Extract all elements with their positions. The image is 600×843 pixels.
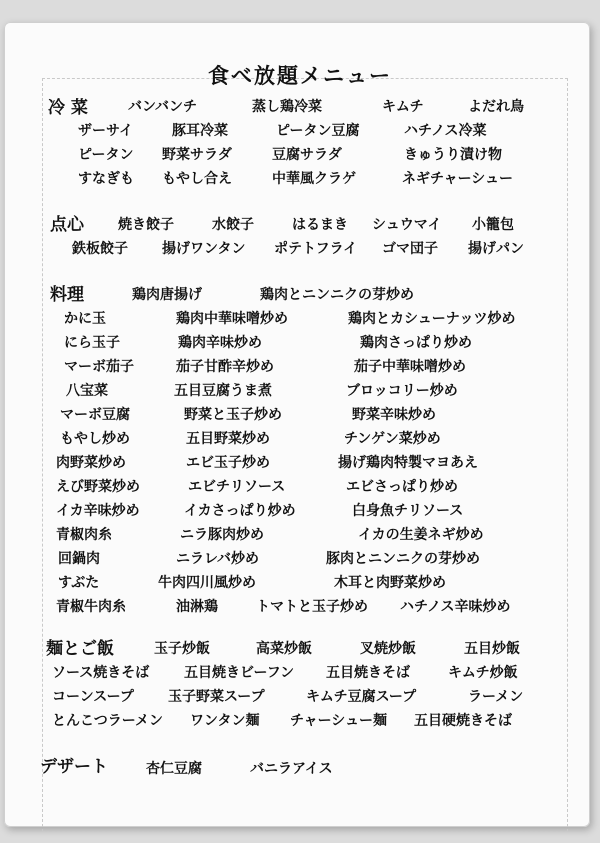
menu-item: マーボ茄子 [64, 359, 134, 375]
menu-item: きゅうり漬け物 [404, 147, 502, 163]
menu-item: ザーサイ [78, 123, 134, 139]
menu-item: 焼き餃子 [118, 217, 174, 233]
menu-item: 水餃子 [212, 217, 254, 233]
menu-item: チャーシュー麺 [290, 713, 388, 729]
menu-item: エビチリソース [188, 479, 286, 495]
menu-item: ニラレバ炒め [176, 551, 260, 567]
menu-item: 豆腐サラダ [272, 147, 342, 163]
menu-item: はるまき [292, 217, 348, 233]
menu-item: 五目焼きビーフン [184, 665, 295, 681]
menu-item: 茄子中華味噌炒め [354, 359, 466, 375]
menu-item: かに玉 [64, 311, 106, 327]
menu-item: 油淋鶏 [176, 599, 218, 615]
menu-item: 鶏肉さっぱり炒め [360, 335, 472, 351]
menu-item: 青椒牛肉糸 [56, 599, 126, 615]
menu-item: よだれ鳥 [468, 99, 524, 115]
menu-item: 牛肉四川風炒め [158, 575, 256, 591]
menu-item: マーボ豆腐 [60, 407, 130, 423]
menu-item: ピータン [78, 147, 134, 163]
menu-item: にら玉子 [64, 335, 120, 351]
menu-item: 高菜炒飯 [256, 641, 312, 657]
menu-item: もやし炒め [60, 431, 130, 447]
menu-item: キムチ炒飯 [448, 665, 518, 681]
menu-item: 豚肉とニンニクの芽炒め [326, 551, 480, 567]
menu-item: 蒸し鶏冷菜 [252, 99, 322, 115]
menu-item: 鶏肉中華味噌炒め [176, 311, 288, 327]
menu-item: 白身魚チリソース [352, 503, 464, 519]
menu-item: 小籠包 [472, 217, 514, 233]
menu-item: キムチ [382, 99, 424, 115]
menu-item: 五目野菜炒め [186, 431, 270, 447]
category-reisai: 冷 菜 [48, 98, 88, 118]
menu-item: コーンスープ [52, 689, 134, 705]
menu-item: キムチ豆腐スープ [306, 689, 417, 705]
menu-item: ポテトフライ [274, 241, 358, 257]
menu-title: 食べ放題メニュー [208, 64, 392, 88]
menu-item: シュウマイ [372, 217, 442, 233]
menu-item: イカさっぱり炒め [184, 503, 296, 519]
menu-item: イカの生姜ネギ炒め [358, 527, 484, 543]
menu-item: 五目豆腐うま煮 [174, 383, 272, 399]
menu-item: 玉子炒飯 [154, 641, 210, 657]
category-men: 麺とご飯 [46, 639, 114, 659]
menu-item: ゴマ団子 [382, 241, 438, 257]
menu-item: 木耳と肉野菜炒め [334, 575, 446, 591]
menu-item: チンゲン菜炒め [344, 431, 441, 447]
menu-item: エビさっぱり炒め [346, 479, 458, 495]
menu-item: 中華風クラゲ [272, 171, 356, 187]
menu-item: とんこつラーメン [52, 713, 164, 729]
menu-item: 鶏肉とカシューナッツ炒め [348, 311, 516, 327]
menu-item: 鶏肉辛味炒め [178, 335, 262, 351]
menu-item: 揚げ鶏肉特製マヨあえ [338, 455, 478, 471]
menu-item: 玉子野菜スープ [168, 689, 265, 705]
menu-item: すなぎも [78, 171, 134, 187]
menu-item: イカ辛味炒め [56, 503, 140, 519]
menu-item: 揚げワンタン [162, 241, 246, 257]
menu-item: 野菜辛味炒め [352, 407, 436, 423]
menu-item: 野菜サラダ [162, 147, 232, 163]
menu-item: 鶏肉唐揚げ [132, 287, 202, 303]
menu-item: えび野菜炒め [56, 479, 140, 495]
menu-item: 杏仁豆腐 [146, 761, 202, 777]
menu-item: 五目炒飯 [464, 641, 520, 657]
menu-item: ネギチャーシュー [402, 171, 514, 187]
menu-item: 鶏肉とニンニクの芽炒め [260, 287, 414, 303]
menu-item: 青椒肉糸 [56, 527, 112, 543]
menu-sheet [4, 22, 590, 827]
category-ryouri: 料理 [50, 285, 84, 305]
category-dessert: デザート [40, 757, 108, 777]
menu-item: 豚耳冷菜 [172, 123, 228, 139]
menu-item: 茄子甘酢辛炒め [176, 359, 274, 375]
menu-item: 野菜と玉子炒め [184, 407, 282, 423]
menu-item: ニラ豚肉炒め [180, 527, 264, 543]
menu-item: バニラアイス [250, 761, 333, 777]
menu-item: 回鍋肉 [58, 551, 100, 567]
menu-item: ハチノス辛味炒め [400, 599, 511, 615]
menu-item: 叉焼炒飯 [360, 641, 416, 657]
menu-item: トマトと玉子炒め [256, 599, 368, 615]
menu-item: すぶた [58, 575, 100, 591]
menu-item: バンバンチ [128, 99, 198, 115]
menu-item: 五目焼きそば [326, 665, 410, 681]
menu-item: ハチノス冷菜 [404, 123, 487, 139]
menu-item: 五目硬焼きそば [414, 713, 512, 729]
menu-item: ラーメン [468, 689, 524, 705]
category-tenshin: 点心 [50, 215, 84, 235]
menu-item: ワンタン麺 [190, 713, 260, 729]
menu-item: 肉野菜炒め [56, 455, 126, 471]
menu-item: エビ玉子炒め [186, 455, 270, 471]
menu-item: もやし合え [162, 171, 232, 187]
menu-item: 八宝菜 [66, 383, 108, 399]
menu-item: ブロッコリー炒め [346, 383, 458, 399]
menu-item: 揚げパン [468, 241, 524, 257]
menu-item: ソース焼きそば [52, 665, 150, 681]
menu-item: ピータン豆腐 [276, 123, 360, 139]
menu-item: 鉄板餃子 [72, 241, 128, 257]
